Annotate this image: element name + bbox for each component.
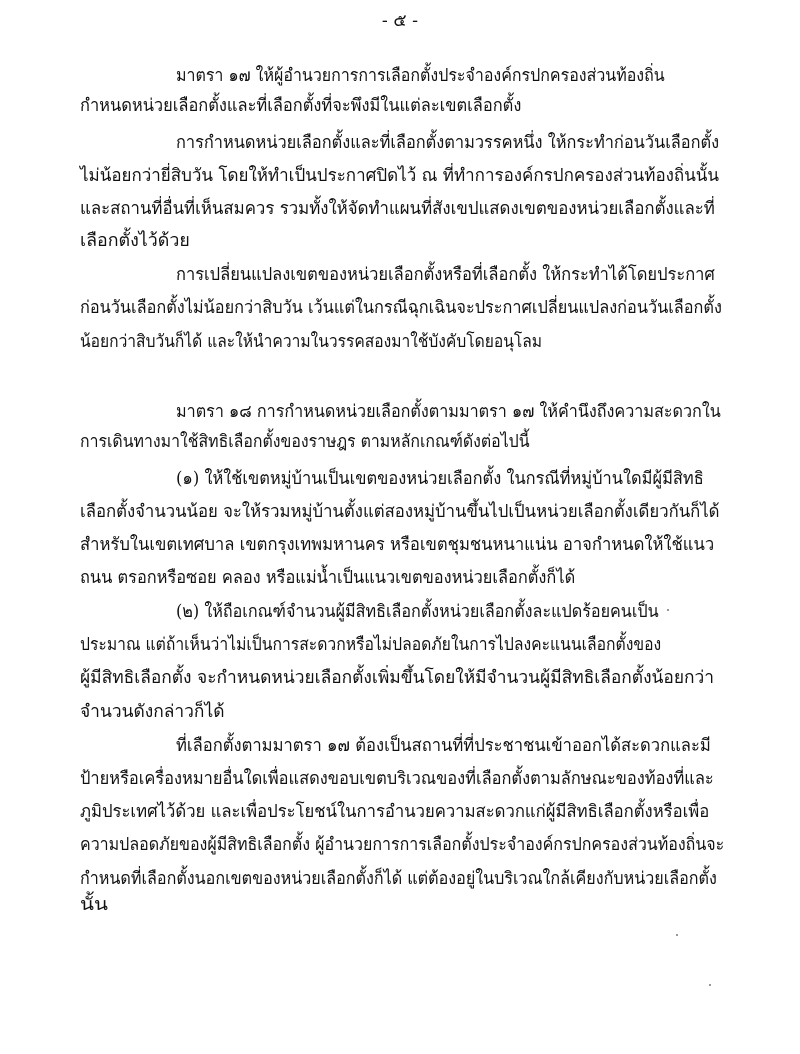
paragraph-line: น้อยกว่าสิบวันก็ได้ และให้นำความในวรรคสองมาใช้บังคับโดยอนุโลม — [80, 332, 543, 352]
scan-speck — [676, 934, 678, 936]
paragraph-line: นั้น — [80, 895, 108, 915]
paragraph-line: การกำหนดหน่วยเลือกตั้งและที่เลือกตั้งตามวรรคหนึ่ง ให้กระทำก่อนวันเลือกตั้ง — [176, 133, 720, 153]
paragraph-line: เลือกตั้งจำนวนน้อย จะให้รวมหมู่บ้านตั้งแต่สองหมู่บ้านขึ้นไปเป็นหน่วยเลือกตั้งเดียวกันก็ได้ — [80, 502, 720, 522]
paragraph-line: กำหนดหน่วยเลือกตั้งและที่เลือกตั้งที่จะพึงมีในแต่ละเขตเลือกตั้ง — [80, 96, 522, 116]
paragraph-line: ความปลอดภัยของผู้มีสิทธิเลือกตั้ง ผู้อำนวยการการเลือกตั้งประจำองค์กรปกครองส่วนท้องถิ่นจะ — [80, 835, 725, 855]
section-17-heading-line: มาตรา ๑๗ ให้ผู้อำนวยการการเลือกตั้งประจำองค์กรปกครองส่วนท้องถิ่น — [176, 66, 665, 86]
paragraph-line: สำหรับในเขตเทศบาล เขตกรุงเทพมหานคร หรือเขตชุมชนหนาแน่น อาจกำหนดให้ใช้แนว — [80, 535, 715, 555]
scan-speck — [667, 609, 669, 611]
paragraph-line: กำหนดที่เลือกตั้งนอกเขตของหน่วยเลือกตั้งก็ได้ แต่ต้องอยู่ในบริเวณใกล้เคียงกับหน่วยเลือกตั้ง — [80, 869, 717, 889]
paragraph-line: ผู้มีสิทธิเลือกตั้ง จะกำหนดหน่วยเลือกตั้งเพิ่มขึ้นโดยให้มีจำนวนผู้มีสิทธิเลือกตั้งน้อยกว่า — [80, 668, 715, 688]
paragraph-line: ที่เลือกตั้งตามมาตรา ๑๗ ต้องเป็นสถานที่ที่ประชาชนเข้าออกได้สะดวกและมี — [176, 736, 711, 756]
scan-speck — [709, 984, 711, 986]
list-item-2-line: (๒) ให้ถือเกณฑ์จำนวนผู้มีสิทธิเลือกตั้งหน่วยเลือกตั้งละแปดร้อยคนเป็น — [176, 602, 659, 622]
paragraph-line: การเปลี่ยนแปลงเขตของหน่วยเลือกตั้งหรือที่เลือกตั้ง ให้กระทำได้โดยประกาศ — [176, 265, 715, 285]
paragraph-line: การเดินทางมาใช้สิทธิเลือกตั้งของราษฎร ตามหลักเกณฑ์ดังต่อไปนี้ — [80, 432, 530, 452]
paragraph-line: เลือกตั้งไว้ด้วย — [80, 231, 190, 251]
paragraph-line: ไม่น้อยกว่ายี่สิบวัน โดยให้ทำเป็นประกาศปิดไว้ ณ ที่ทำการองค์กรปกครองส่วนท้องถิ่นนั้น — [80, 166, 720, 186]
section-18-heading-line: มาตรา ๑๘ การกำหนดหน่วยเลือกตั้งตามมาตรา ๑๗ ให้คำนึงถึงความสะดวกใน — [176, 402, 721, 422]
paragraph-line: ภูมิประเทศไว้ด้วย และเพื่อประโยชน์ในการอำนวยความสะดวกแก่ผู้มีสิทธิเลือกตั้งหรือเพื่อ — [80, 802, 710, 822]
paragraph-line: ป้ายหรือเครื่องหมายอื่นใดเพื่อแสดงขอบเขตบริเวณของที่เลือกตั้งตามลักษณะของท้องที่และ — [80, 769, 714, 789]
paragraph-line: ถนน ตรอกหรือซอย คลอง หรือแม่น้ำเป็นแนวเขตของหน่วยเลือกตั้งก็ได้ — [80, 568, 576, 588]
paragraph-line: จำนวนดังกล่าวก็ได้ — [80, 702, 225, 722]
list-item-1-line: (๑) ให้ใช้เขตหมู่บ้านเป็นเขตของหน่วยเลือกตั้ง ในกรณีที่หมู่บ้านใดมีผู้มีสิทธิ — [176, 469, 704, 489]
paragraph-line: และสถานที่อื่นที่เห็นสมควร รวมทั้งให้จัดทำแผนที่สังเขปแสดงเขตของหน่วยเลือกตั้งและที่ — [80, 199, 715, 219]
page-number: - ๕ - — [381, 11, 419, 31]
paragraph-line: ก่อนวันเลือกตั้งไม่น้อยกว่าสิบวัน เว้นแต่ในกรณีฉุกเฉินจะประกาศเปลี่ยนแปลงก่อนวันเลือกตั้ง — [80, 298, 722, 318]
paragraph-line: ประมาณ แต่ถ้าเห็นว่าไม่เป็นการสะดวกหรือไม่ปลอดภัยในการไปลงคะแนนเลือกตั้งของ — [80, 635, 662, 655]
